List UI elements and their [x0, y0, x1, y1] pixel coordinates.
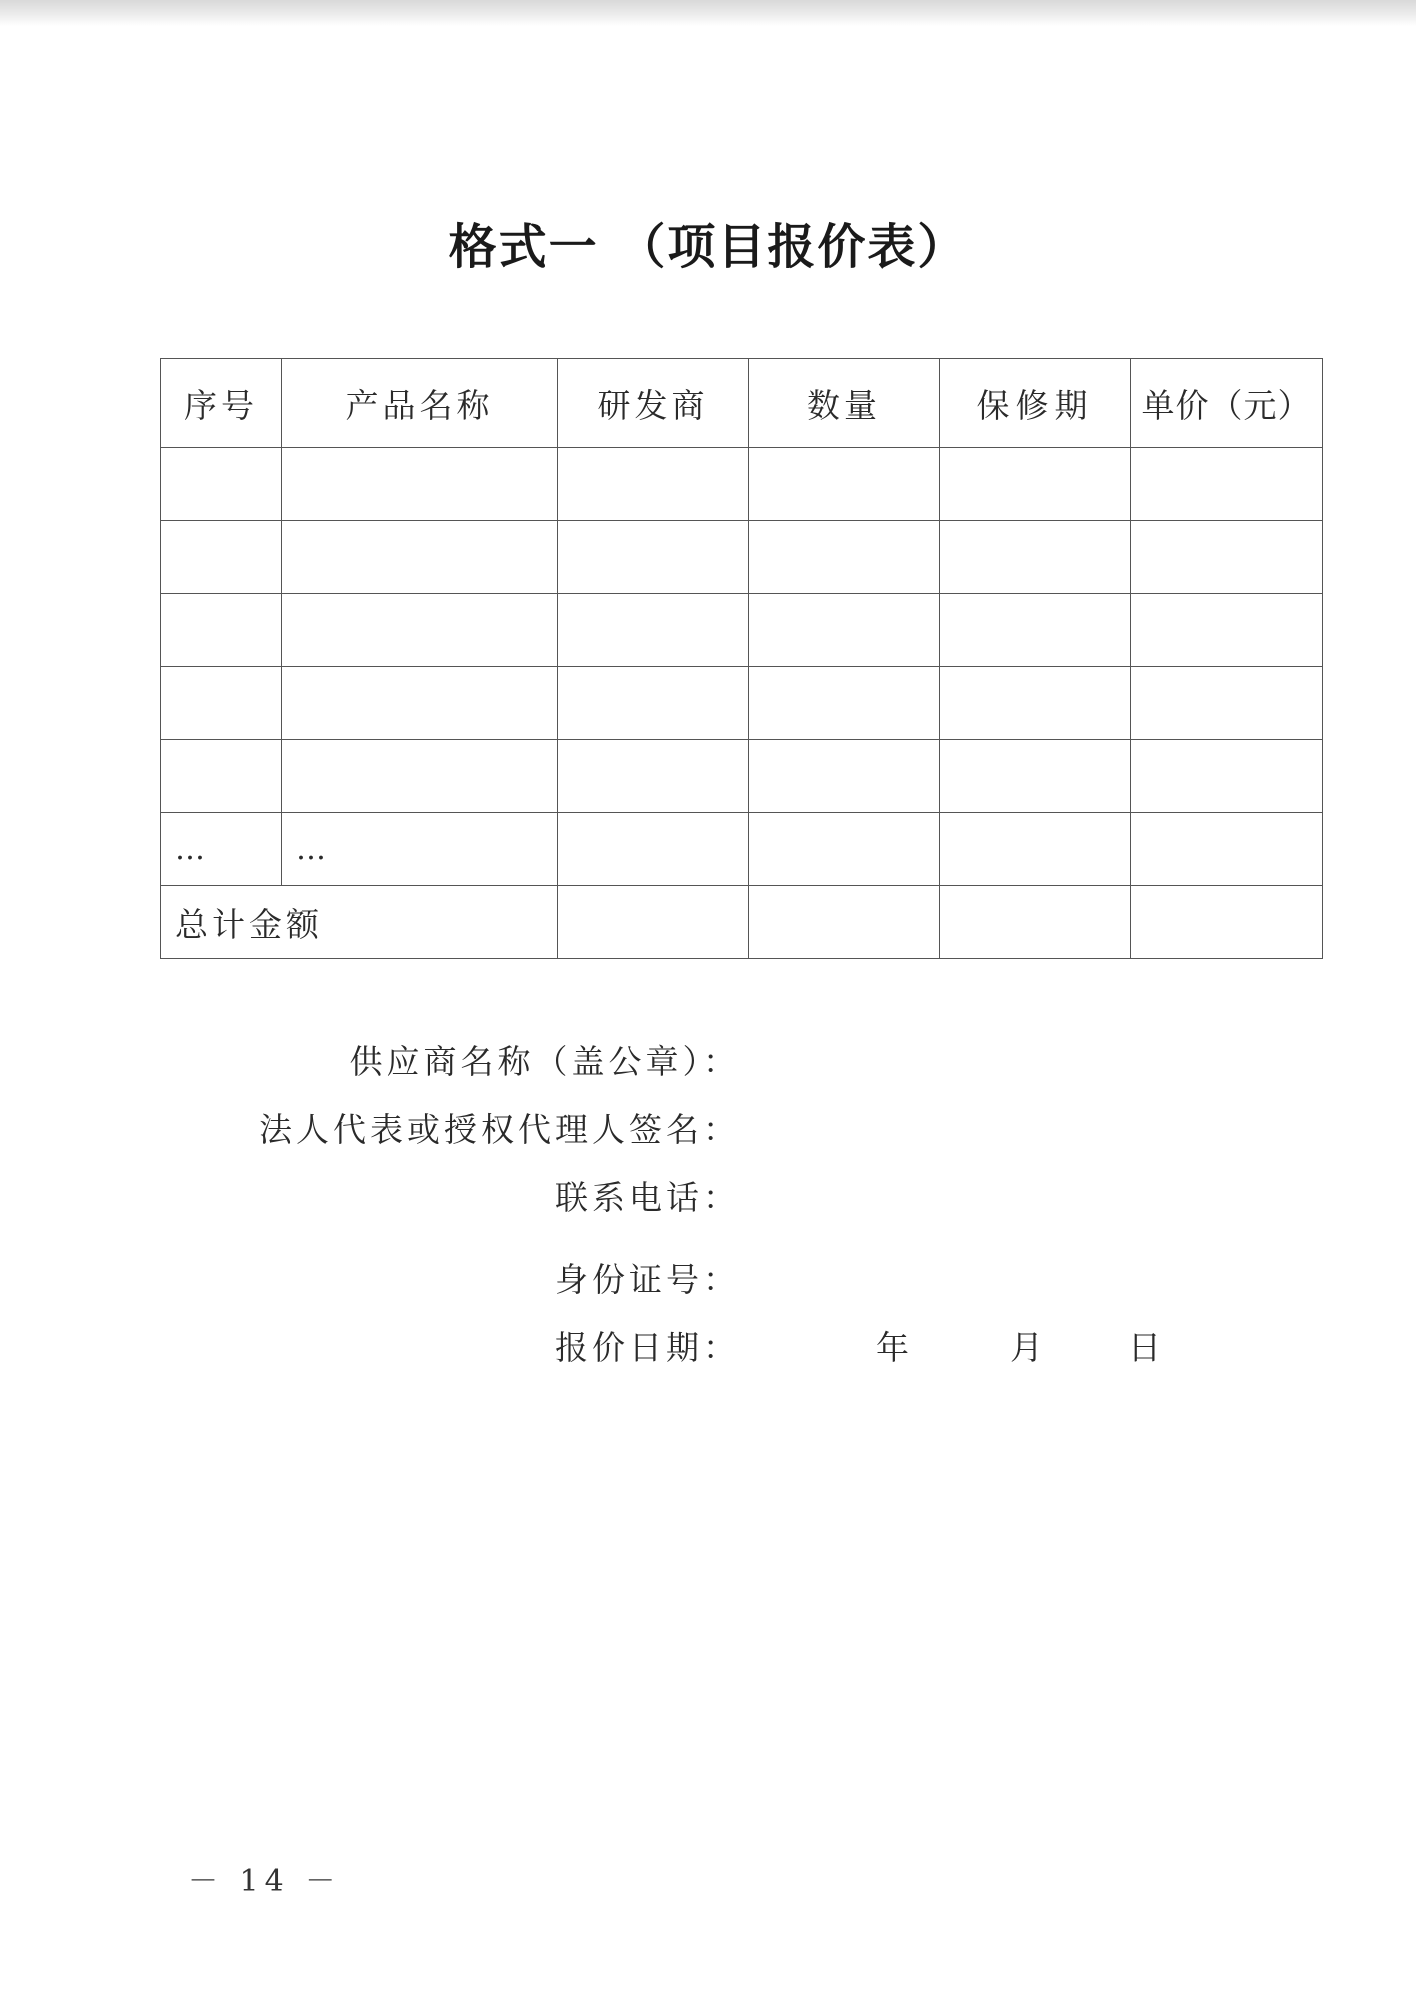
table-cell[interactable] [749, 594, 940, 667]
quote-date-label: 报价日期： [555, 1328, 740, 1367]
phone-line [0, 1172, 740, 1216]
table-cell[interactable] [1131, 886, 1323, 959]
representative-label: 法人代表或授权代理人签名： [259, 1110, 740, 1149]
table-cell[interactable] [161, 448, 282, 521]
id-number-line [0, 1254, 740, 1298]
table-cell[interactable] [749, 813, 940, 886]
table-cell[interactable] [940, 813, 1131, 886]
table-cell[interactable] [749, 667, 940, 740]
table-cell[interactable] [1131, 594, 1323, 667]
supplier-label: 供应商名称（盖公章）： [349, 1042, 740, 1081]
table-cell[interactable] [558, 448, 749, 521]
header-warranty: 保修期 [940, 359, 1131, 448]
table-cell[interactable] [749, 740, 940, 813]
table-cell[interactable] [161, 594, 282, 667]
date-day: 日 [1128, 1328, 1161, 1367]
table-cell[interactable] [558, 521, 749, 594]
table-cell[interactable] [940, 886, 1131, 959]
table-cell-ellipsis[interactable]: … [161, 813, 282, 886]
table-cell[interactable] [749, 448, 940, 521]
table-total-row [161, 886, 1323, 959]
table-cell[interactable] [558, 886, 749, 959]
table-row [161, 594, 1323, 667]
supplier-line [0, 1036, 740, 1080]
table-cell[interactable] [282, 448, 558, 521]
table-cell[interactable] [282, 521, 558, 594]
table-cell[interactable] [558, 667, 749, 740]
date-month: 月 [1010, 1328, 1043, 1367]
header-product-name: 产品名称 [282, 359, 558, 448]
table-cell[interactable] [161, 521, 282, 594]
table-cell[interactable] [282, 667, 558, 740]
table-header-row [161, 359, 1323, 448]
table-cell[interactable] [558, 740, 749, 813]
table-row [161, 521, 1323, 594]
total-amount-label: 总计金额 [161, 886, 558, 959]
quote-date-line [0, 1322, 740, 1366]
table-cell[interactable] [940, 448, 1131, 521]
document-title: 格式一 （项目报价表） [448, 219, 968, 275]
header-unit-price: 单价（元） [1131, 359, 1323, 448]
table-row [161, 667, 1323, 740]
quote-table [160, 358, 1323, 959]
table-cell[interactable] [558, 813, 749, 886]
table-cell[interactable] [940, 740, 1131, 813]
table-cell[interactable] [1131, 667, 1323, 740]
table-cell[interactable] [1131, 521, 1323, 594]
table-cell[interactable] [940, 667, 1131, 740]
table-cell[interactable] [558, 594, 749, 667]
page-number: － 14 － [188, 1864, 342, 1899]
table-cell[interactable] [161, 740, 282, 813]
table-cell[interactable] [282, 740, 558, 813]
table-cell[interactable] [749, 521, 940, 594]
table-row [161, 448, 1323, 521]
table-cell[interactable] [940, 594, 1131, 667]
table-cell[interactable] [161, 667, 282, 740]
header-quantity: 数量 [749, 359, 940, 448]
table-cell[interactable] [940, 521, 1131, 594]
table-row-ellipsis [161, 813, 1323, 886]
phone-label: 联系电话： [555, 1178, 740, 1217]
table-cell[interactable] [749, 886, 940, 959]
table-cell[interactable] [1131, 813, 1323, 886]
scan-edge [0, 0, 1416, 26]
table-cell[interactable] [282, 594, 558, 667]
table-cell[interactable] [1131, 448, 1323, 521]
id-number-label: 身份证号： [555, 1260, 740, 1299]
representative-line [0, 1104, 740, 1148]
table-row [161, 740, 1323, 813]
header-serial: 序号 [161, 359, 282, 448]
table-cell-ellipsis[interactable]: … [282, 813, 558, 886]
date-year: 年 [876, 1328, 909, 1367]
table-cell[interactable] [1131, 740, 1323, 813]
header-developer: 研发商 [558, 359, 749, 448]
